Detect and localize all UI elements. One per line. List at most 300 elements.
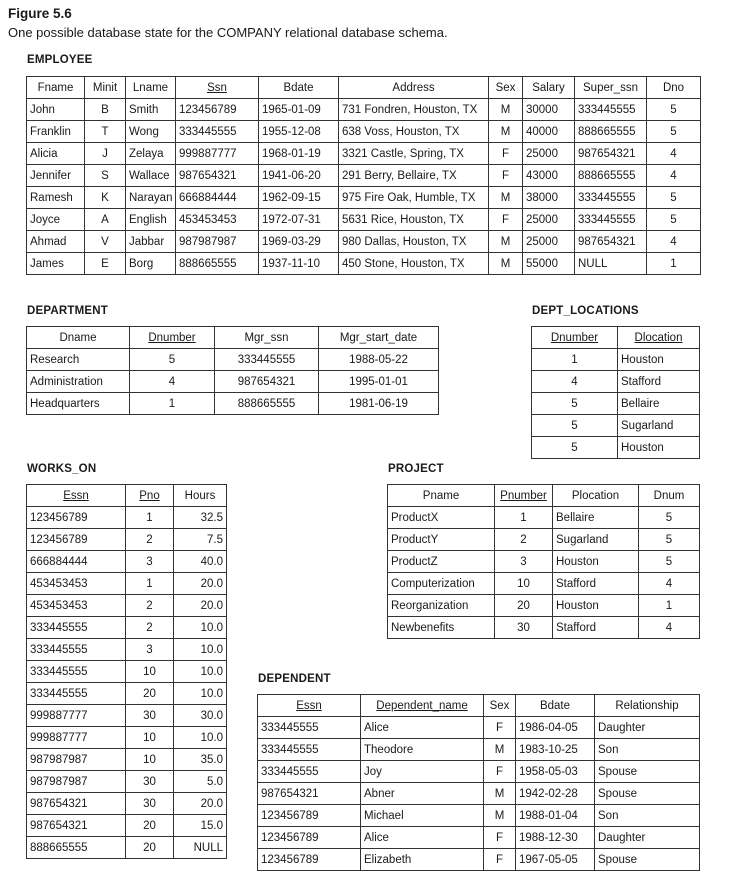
table-cell: Spouse xyxy=(595,783,700,805)
table-cell: Headquarters xyxy=(27,393,130,415)
table-cell: 2 xyxy=(126,617,174,639)
table-cell: 638 Voss, Houston, TX xyxy=(339,121,489,143)
header-row xyxy=(258,695,700,717)
table-cell: 888665555 xyxy=(176,253,259,275)
table-cell: M xyxy=(484,739,516,761)
table-cell: 40000 xyxy=(523,121,575,143)
table-cell: 10 xyxy=(126,749,174,771)
table-cell: V xyxy=(85,231,126,253)
table-cell: Stafford xyxy=(553,617,639,639)
table-cell: Computerization xyxy=(388,573,495,595)
table-cell: 1 xyxy=(532,349,618,371)
table-cell: 987654321 xyxy=(575,143,647,165)
table-row xyxy=(258,761,700,783)
table-row xyxy=(258,783,700,805)
table-cell: 35.0 xyxy=(174,749,227,771)
table-cell: 30 xyxy=(495,617,553,639)
table-row xyxy=(388,551,700,573)
header-row xyxy=(27,77,701,99)
table-cell: 1972-07-31 xyxy=(259,209,339,231)
table-row xyxy=(27,143,701,165)
table-cell: F xyxy=(489,209,523,231)
table-cell: 291 Berry, Bellaire, TX xyxy=(339,165,489,187)
table-cell: 453453453 xyxy=(176,209,259,231)
table-row xyxy=(27,551,227,573)
table-cell: Joyce xyxy=(27,209,85,231)
employee-table-label: EMPLOYEE xyxy=(27,54,93,66)
column-header: Ssn xyxy=(176,77,259,99)
table-cell: Spouse xyxy=(595,849,700,871)
table-cell: 1 xyxy=(639,595,700,617)
table-cell: 55000 xyxy=(523,253,575,275)
department-table xyxy=(26,326,439,415)
column-header: Sex xyxy=(484,695,516,717)
table-cell: 10 xyxy=(495,573,553,595)
table-cell: 3 xyxy=(126,551,174,573)
table-cell: Alice xyxy=(361,827,484,849)
table-row xyxy=(27,371,439,393)
column-header: Hours xyxy=(174,485,227,507)
table-row xyxy=(27,639,227,661)
table-cell: 1937-11-10 xyxy=(259,253,339,275)
column-header: Sex xyxy=(489,77,523,99)
table-cell: 25000 xyxy=(523,143,575,165)
table-cell: 333445555 xyxy=(575,187,647,209)
table-cell: T xyxy=(85,121,126,143)
table-row xyxy=(532,415,700,437)
column-header: Essn xyxy=(258,695,361,717)
dependent-table-label: DEPENDENT xyxy=(258,673,331,685)
table-cell: 333445555 xyxy=(575,99,647,121)
table-cell: 20 xyxy=(126,837,174,859)
table-cell: J xyxy=(85,143,126,165)
table-cell: Michael xyxy=(361,805,484,827)
table-cell: F xyxy=(489,143,523,165)
department-table-label: DEPARTMENT xyxy=(27,305,109,317)
header-row xyxy=(27,485,227,507)
table-cell: 5 xyxy=(532,415,618,437)
table-cell: Houston xyxy=(618,437,700,459)
table-row xyxy=(27,507,227,529)
table-row xyxy=(27,253,701,275)
table-cell: M xyxy=(489,231,523,253)
table-cell: 5 xyxy=(647,121,701,143)
table-cell: 20.0 xyxy=(174,793,227,815)
table-cell: 10 xyxy=(126,661,174,683)
table-cell: Spouse xyxy=(595,761,700,783)
table-cell: 123456789 xyxy=(258,849,361,871)
table-cell: Alicia xyxy=(27,143,85,165)
table-cell: 123456789 xyxy=(27,507,126,529)
table-cell: 4 xyxy=(639,573,700,595)
table-cell: 333445555 xyxy=(215,349,319,371)
table-cell: M xyxy=(489,121,523,143)
table-cell: 333445555 xyxy=(27,639,126,661)
table-cell: 1988-12-30 xyxy=(516,827,595,849)
table-row xyxy=(27,749,227,771)
table-row xyxy=(388,507,700,529)
table-row xyxy=(27,209,701,231)
column-header: Pno xyxy=(126,485,174,507)
works-on-table xyxy=(26,484,227,859)
table-row xyxy=(27,595,227,617)
table-cell: M xyxy=(489,253,523,275)
table-cell: 4 xyxy=(647,143,701,165)
table-cell: Wong xyxy=(126,121,176,143)
table-cell: 1942-02-28 xyxy=(516,783,595,805)
table-cell: 1967-05-05 xyxy=(516,849,595,871)
table-cell: 5.0 xyxy=(174,771,227,793)
table-cell: Elizabeth xyxy=(361,849,484,871)
column-header: Super_ssn xyxy=(575,77,647,99)
table-cell: 987987987 xyxy=(27,749,126,771)
table-cell: Jennifer xyxy=(27,165,85,187)
table-cell: 1941-06-20 xyxy=(259,165,339,187)
table-cell: 30 xyxy=(126,793,174,815)
table-cell: M xyxy=(489,187,523,209)
table-cell: Bellaire xyxy=(553,507,639,529)
column-header: Pname xyxy=(388,485,495,507)
table-cell: 333445555 xyxy=(27,617,126,639)
table-cell: 453453453 xyxy=(27,573,126,595)
table-cell: 4 xyxy=(130,371,215,393)
table-cell: 30.0 xyxy=(174,705,227,727)
table-cell: 4 xyxy=(639,617,700,639)
table-cell: Ahmad xyxy=(27,231,85,253)
table-cell: 32.5 xyxy=(174,507,227,529)
figure-title: Figure 5.6 xyxy=(8,6,72,21)
header-row xyxy=(532,327,700,349)
table-cell: 666884444 xyxy=(176,187,259,209)
table-cell: Stafford xyxy=(553,573,639,595)
table-cell: 10.0 xyxy=(174,683,227,705)
table-cell: 25000 xyxy=(523,231,575,253)
table-row xyxy=(258,739,700,761)
table-cell: 40.0 xyxy=(174,551,227,573)
table-cell: 1995-01-01 xyxy=(319,371,439,393)
table-cell: 10.0 xyxy=(174,727,227,749)
table-cell: 20 xyxy=(495,595,553,617)
table-cell: 1969-03-29 xyxy=(259,231,339,253)
table-cell: 987654321 xyxy=(575,231,647,253)
table-cell: 1 xyxy=(126,507,174,529)
table-cell: Franklin xyxy=(27,121,85,143)
column-header: Fname xyxy=(27,77,85,99)
works-on-table-label: WORKS_ON xyxy=(27,463,97,475)
table-cell: 3321 Castle, Spring, TX xyxy=(339,143,489,165)
table-cell: Ramesh xyxy=(27,187,85,209)
dept-locations-table-label: DEPT_LOCATIONS xyxy=(532,305,639,317)
column-header: Lname xyxy=(126,77,176,99)
employee-table xyxy=(26,76,701,275)
table-cell: 987987987 xyxy=(27,771,126,793)
table-cell: 4 xyxy=(647,165,701,187)
table-cell: 333445555 xyxy=(176,121,259,143)
table-cell: 7.5 xyxy=(174,529,227,551)
table-row xyxy=(27,165,701,187)
column-header: Bdate xyxy=(516,695,595,717)
table-cell: M xyxy=(484,783,516,805)
table-row xyxy=(27,727,227,749)
table-cell: Daughter xyxy=(595,717,700,739)
table-cell: 5631 Rice, Houston, TX xyxy=(339,209,489,231)
table-row xyxy=(27,231,701,253)
table-cell: 1 xyxy=(495,507,553,529)
table-cell: Sugarland xyxy=(553,529,639,551)
table-cell: F xyxy=(484,761,516,783)
table-cell: 980 Dallas, Houston, TX xyxy=(339,231,489,253)
table-cell: Bellaire xyxy=(618,393,700,415)
table-cell: Son xyxy=(595,739,700,761)
table-row xyxy=(258,805,700,827)
table-row xyxy=(27,793,227,815)
table-cell: 1965-01-09 xyxy=(259,99,339,121)
table-row xyxy=(388,595,700,617)
table-cell: 10 xyxy=(126,727,174,749)
table-cell: 5 xyxy=(639,529,700,551)
table-cell: 333445555 xyxy=(258,717,361,739)
table-cell: Alice xyxy=(361,717,484,739)
table-cell: 1955-12-08 xyxy=(259,121,339,143)
table-cell: Narayan xyxy=(126,187,176,209)
table-row xyxy=(27,661,227,683)
table-cell: ProductZ xyxy=(388,551,495,573)
table-cell: 1981-06-19 xyxy=(319,393,439,415)
table-cell: ProductX xyxy=(388,507,495,529)
table-cell: 987654321 xyxy=(258,783,361,805)
table-cell: K xyxy=(85,187,126,209)
table-cell: Jabbar xyxy=(126,231,176,253)
table-cell: 4 xyxy=(647,231,701,253)
table-cell: 38000 xyxy=(523,187,575,209)
table-row xyxy=(27,683,227,705)
table-cell: 1 xyxy=(130,393,215,415)
table-cell: 5 xyxy=(647,187,701,209)
table-cell: 333445555 xyxy=(258,739,361,761)
table-cell: 1958-05-03 xyxy=(516,761,595,783)
table-cell: Houston xyxy=(553,595,639,617)
table-cell: Wallace xyxy=(126,165,176,187)
table-cell: 999887777 xyxy=(176,143,259,165)
table-cell: 10.0 xyxy=(174,617,227,639)
table-cell: 1962-09-15 xyxy=(259,187,339,209)
table-cell: 3 xyxy=(495,551,553,573)
table-row xyxy=(532,437,700,459)
table-cell: 123456789 xyxy=(176,99,259,121)
table-cell: 1986-04-05 xyxy=(516,717,595,739)
table-cell: 5 xyxy=(639,507,700,529)
dependent-table xyxy=(257,694,700,871)
table-cell: F xyxy=(489,165,523,187)
table-cell: 5 xyxy=(647,99,701,121)
project-table xyxy=(387,484,700,639)
table-cell: 15.0 xyxy=(174,815,227,837)
table-cell: 25000 xyxy=(523,209,575,231)
table-cell: John xyxy=(27,99,85,121)
table-cell: 731 Fondren, Houston, TX xyxy=(339,99,489,121)
table-cell: 2 xyxy=(126,595,174,617)
table-cell: Borg xyxy=(126,253,176,275)
table-cell: 30000 xyxy=(523,99,575,121)
table-cell: 453453453 xyxy=(27,595,126,617)
column-header: Relationship xyxy=(595,695,700,717)
table-cell: 1983-10-25 xyxy=(516,739,595,761)
column-header: Essn xyxy=(27,485,126,507)
project-table-label: PROJECT xyxy=(388,463,444,475)
table-row xyxy=(27,99,701,121)
table-cell: Administration xyxy=(27,371,130,393)
table-cell: Stafford xyxy=(618,371,700,393)
table-cell: 20 xyxy=(126,815,174,837)
table-cell: Research xyxy=(27,349,130,371)
table-cell: A xyxy=(85,209,126,231)
column-header: Minit xyxy=(85,77,126,99)
column-header: Dlocation xyxy=(618,327,700,349)
table-cell: Sugarland xyxy=(618,415,700,437)
table-row xyxy=(27,393,439,415)
table-cell: 5 xyxy=(647,209,701,231)
table-cell: 123456789 xyxy=(258,805,361,827)
table-cell: 333445555 xyxy=(27,683,126,705)
column-header: Dno xyxy=(647,77,701,99)
table-cell: 10.0 xyxy=(174,639,227,661)
column-header: Mgr_start_date xyxy=(319,327,439,349)
table-row xyxy=(388,529,700,551)
table-row xyxy=(27,837,227,859)
table-cell: 333445555 xyxy=(27,661,126,683)
table-cell: Smith xyxy=(126,99,176,121)
table-cell: ProductY xyxy=(388,529,495,551)
table-cell: 666884444 xyxy=(27,551,126,573)
table-cell: 888665555 xyxy=(575,121,647,143)
table-cell: NULL xyxy=(575,253,647,275)
column-header: Address xyxy=(339,77,489,99)
table-cell: 123456789 xyxy=(27,529,126,551)
table-cell: 1988-05-22 xyxy=(319,349,439,371)
table-row xyxy=(27,771,227,793)
table-cell: 987654321 xyxy=(215,371,319,393)
table-cell: M xyxy=(484,805,516,827)
table-row xyxy=(388,617,700,639)
table-row xyxy=(27,529,227,551)
table-row xyxy=(27,349,439,371)
table-cell: 20 xyxy=(126,683,174,705)
table-row xyxy=(27,121,701,143)
figure-caption: One possible database state for the COMPANY relational database schema. xyxy=(8,25,448,40)
table-cell: Joy xyxy=(361,761,484,783)
table-cell: 1 xyxy=(647,253,701,275)
table-cell: F xyxy=(484,849,516,871)
table-cell: F xyxy=(484,827,516,849)
column-header: Dnumber xyxy=(130,327,215,349)
table-cell: 999887777 xyxy=(27,727,126,749)
dept-locations-table xyxy=(531,326,700,459)
table-cell: 888665555 xyxy=(215,393,319,415)
column-header: Mgr_ssn xyxy=(215,327,319,349)
table-cell: 123456789 xyxy=(258,827,361,849)
table-row xyxy=(258,827,700,849)
table-cell: Abner xyxy=(361,783,484,805)
header-row xyxy=(27,327,439,349)
table-cell: B xyxy=(85,99,126,121)
table-cell: 5 xyxy=(532,437,618,459)
table-cell: 987987987 xyxy=(176,231,259,253)
table-cell: Zelaya xyxy=(126,143,176,165)
table-cell: 2 xyxy=(126,529,174,551)
table-cell: 999887777 xyxy=(27,705,126,727)
table-row xyxy=(27,573,227,595)
table-cell: 30 xyxy=(126,771,174,793)
table-cell: 5 xyxy=(532,393,618,415)
table-cell: F xyxy=(484,717,516,739)
table-row xyxy=(258,849,700,871)
table-cell: 333445555 xyxy=(258,761,361,783)
table-cell: 1 xyxy=(126,573,174,595)
table-cell: James xyxy=(27,253,85,275)
header-row xyxy=(388,485,700,507)
table-cell: Reorganization xyxy=(388,595,495,617)
table-cell: English xyxy=(126,209,176,231)
column-header: Dname xyxy=(27,327,130,349)
column-header: Plocation xyxy=(553,485,639,507)
table-cell: NULL xyxy=(174,837,227,859)
table-row xyxy=(27,617,227,639)
table-cell: 1988-01-04 xyxy=(516,805,595,827)
table-cell: 450 Stone, Houston, TX xyxy=(339,253,489,275)
table-cell: 5 xyxy=(130,349,215,371)
table-cell: E xyxy=(85,253,126,275)
table-cell: 888665555 xyxy=(575,165,647,187)
table-cell: 43000 xyxy=(523,165,575,187)
table-row xyxy=(27,187,701,209)
column-header: Pnumber xyxy=(495,485,553,507)
table-cell: S xyxy=(85,165,126,187)
table-row xyxy=(532,349,700,371)
table-cell: 987654321 xyxy=(176,165,259,187)
table-cell: 888665555 xyxy=(27,837,126,859)
table-cell: 4 xyxy=(532,371,618,393)
table-cell: 1968-01-19 xyxy=(259,143,339,165)
table-cell: Daughter xyxy=(595,827,700,849)
table-cell: 333445555 xyxy=(575,209,647,231)
table-cell: 987654321 xyxy=(27,815,126,837)
table-cell: Houston xyxy=(553,551,639,573)
table-cell: 5 xyxy=(639,551,700,573)
table-row xyxy=(27,815,227,837)
table-cell: Theodore xyxy=(361,739,484,761)
table-row xyxy=(258,717,700,739)
table-cell: 20.0 xyxy=(174,573,227,595)
table-cell: 10.0 xyxy=(174,661,227,683)
column-header: Dependent_name xyxy=(361,695,484,717)
table-cell: 20.0 xyxy=(174,595,227,617)
column-header: Salary xyxy=(523,77,575,99)
table-row xyxy=(27,705,227,727)
table-cell: 30 xyxy=(126,705,174,727)
column-header: Dnumber xyxy=(532,327,618,349)
table-cell: Houston xyxy=(618,349,700,371)
table-cell: M xyxy=(489,99,523,121)
table-cell: Son xyxy=(595,805,700,827)
table-cell: 975 Fire Oak, Humble, TX xyxy=(339,187,489,209)
table-cell: Newbenefits xyxy=(388,617,495,639)
table-cell: 3 xyxy=(126,639,174,661)
table-row xyxy=(532,393,700,415)
column-header: Bdate xyxy=(259,77,339,99)
column-header: Dnum xyxy=(639,485,700,507)
table-cell: 987654321 xyxy=(27,793,126,815)
table-cell: 2 xyxy=(495,529,553,551)
